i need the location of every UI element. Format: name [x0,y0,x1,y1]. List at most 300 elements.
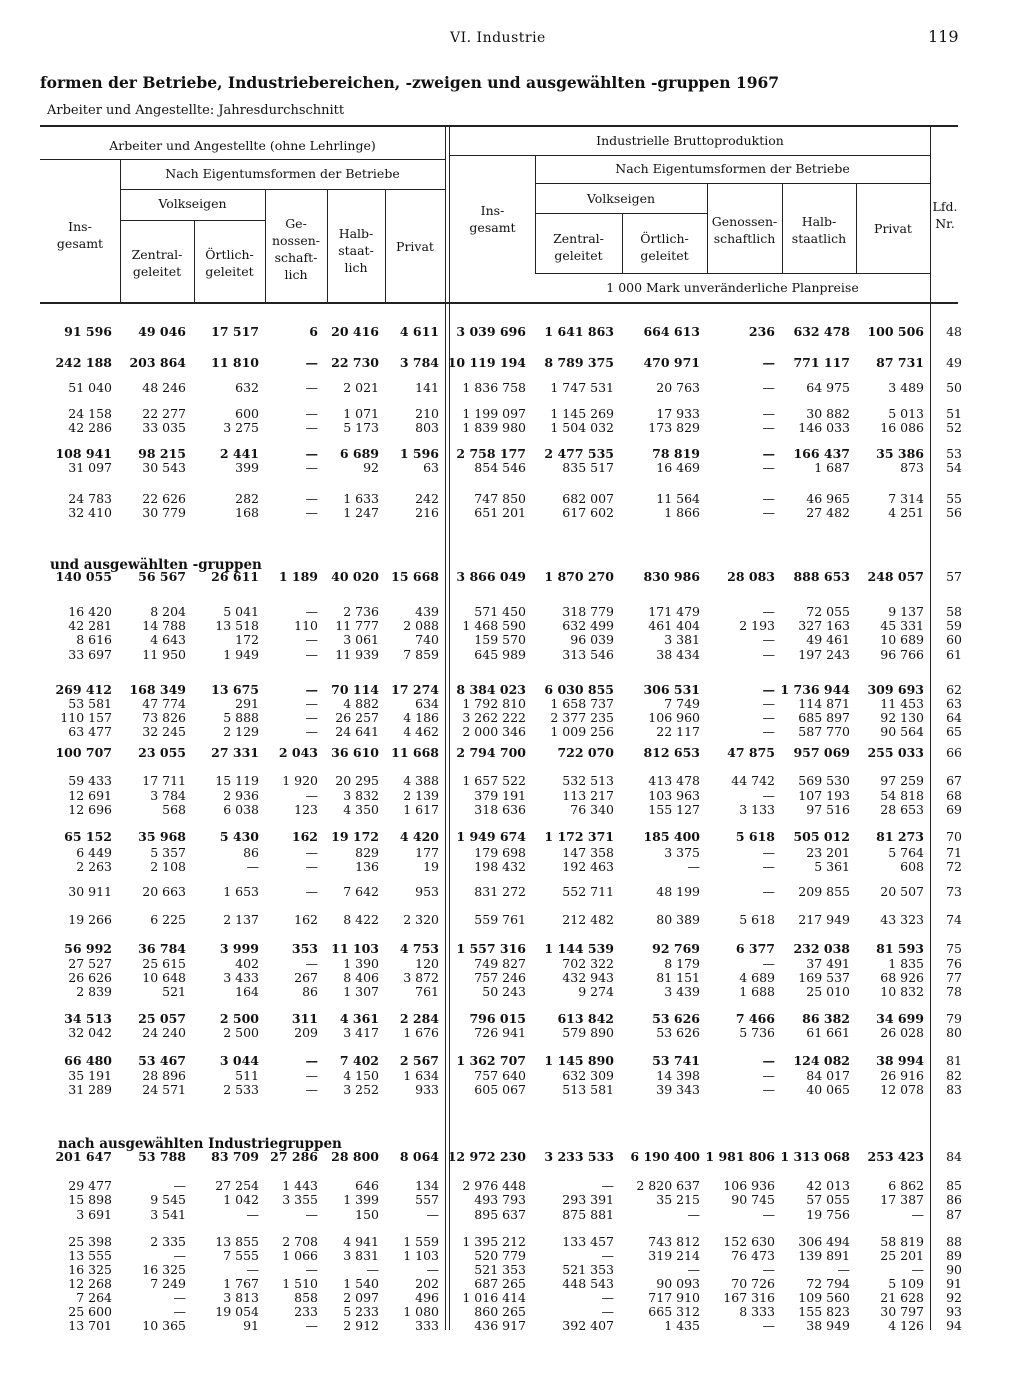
table-cell: 5 357 [150,845,186,860]
table-cell: 64 975 [806,380,850,395]
table-cell: 8 204 [150,604,186,619]
header-unit: 1 000 Mark unveränderliche Planpreise [606,280,859,295]
table-cell: — [305,1207,318,1222]
table-cell: — [246,859,259,874]
table-cell: — [305,845,318,860]
table-cell: — [762,505,775,520]
table-cell: 61 661 [806,1025,850,1040]
table-cell: 7 749 [664,696,700,711]
row-number-cell: 87 [946,1207,962,1222]
table-cell: 63 [423,460,439,475]
table-cell: 90 564 [880,724,924,739]
row-number-cell: 72 [946,859,962,874]
table-cell: 13 518 [215,618,259,633]
table-cell: 313 546 [562,647,614,662]
row-number-cell: 65 [946,724,962,739]
table-cell: 687 265 [474,1276,526,1291]
table-cell: 242 [415,491,439,506]
table-cell: 38 949 [806,1318,850,1333]
table-cell: 7 642 [343,884,379,899]
table-cell: 162 [291,829,318,844]
running-head: VI. Industrie [450,30,546,46]
table-cell: 1 920 [282,773,318,788]
rule-unit [535,273,930,274]
table-cell: — [687,1207,700,1222]
row-number-cell: 80 [946,1025,962,1040]
table-cell: 108 941 [55,446,112,461]
table-cell: — [762,710,775,725]
table-cell: 90 745 [731,1192,775,1207]
table-cell: 232 038 [793,941,850,956]
row-number-cell: 54 [946,460,962,475]
table-cell: 3 999 [219,941,259,956]
table-cell: — [366,1262,379,1277]
header-volkseigen-right: Volkseigen [586,191,656,206]
table-cell: 12 268 [68,1276,112,1291]
table-cell: 436 917 [474,1318,526,1333]
table-cell: 1 443 [282,1178,318,1193]
table-cell: 39 343 [656,1082,700,1097]
table-cell: — [246,1262,259,1277]
table-cell: 37 491 [806,956,850,971]
table-cell: — [305,682,318,697]
table-cell: 134 [415,1178,439,1193]
table-cell: 306 531 [643,682,700,697]
table-cell: 19 054 [215,1304,259,1319]
row-number-cell: 93 [946,1304,962,1319]
table-cell: 493 793 [474,1192,526,1207]
header-insgesamt-left: Ins- gesamt [56,219,104,251]
table-cell: 521 [162,984,186,999]
table-cell: 24 641 [335,724,379,739]
table-cell: 76 473 [731,1248,775,1263]
table-cell: 96 039 [570,632,614,647]
table-cell: 124 082 [793,1053,850,1068]
table-cell: 646 [355,1178,379,1193]
table-cell: 5 109 [888,1276,924,1291]
header-left-group: Arbeiter und Angestellte (ohne Lehrlinge) [109,138,376,153]
row-number-cell: 50 [946,380,962,395]
table-cell: 702 322 [562,956,614,971]
table-cell: 812 653 [643,745,700,760]
table-cell: — [762,788,775,803]
table-cell: 72 055 [806,604,850,619]
table-cell: — [762,406,775,421]
table-cell: 569 530 [798,773,850,788]
table-cell: 5 736 [739,1025,775,1040]
row-number-cell: 58 [946,604,962,619]
table-cell: — [762,446,775,461]
table-cell: — [762,859,775,874]
table-cell: 27 286 [270,1149,318,1164]
table-cell: — [305,696,318,711]
table-cell: 858 [294,1290,318,1305]
table-cell: 5 013 [888,406,924,421]
table-cell: 7 402 [339,1053,379,1068]
table-cell: 140 055 [55,569,112,584]
row-number-cell: 67 [946,773,962,788]
table-cell: 293 391 [562,1192,614,1207]
table-cell: — [305,724,318,739]
table-cell: 771 117 [793,355,850,370]
row-number-cell: 71 [946,845,962,860]
table-cell: 19 [423,859,439,874]
page-subtitle: Arbeiter und Angestellte: Jahresdurchschnitt [47,103,345,118]
table-cell: 2 137 [223,912,259,927]
table-cell: 210 [415,406,439,421]
table-cell: 86 [243,845,259,860]
table-cell: 22 730 [331,355,379,370]
table-cell: 146 033 [798,420,850,435]
table-cell: 1 559 [403,1234,439,1249]
table-cell: 30 911 [68,884,112,899]
table-cell: 2 936 [223,788,259,803]
table-cell: 152 630 [723,1234,775,1249]
table-cell: 2 108 [150,859,186,874]
table-cell: 19 266 [68,912,112,927]
table-cell: 1 747 531 [550,380,614,395]
table-cell: 717 910 [648,1290,700,1305]
table-cell: — [246,1207,259,1222]
table-cell: 27 482 [806,505,850,520]
table-cell: 1 145 890 [544,1053,614,1068]
table-cell: 155 823 [798,1304,850,1319]
table-cell: 757 640 [474,1068,526,1083]
table-cell: 3 061 [343,632,379,647]
table-cell: 103 963 [648,788,700,803]
table-cell: 306 494 [798,1234,850,1249]
table-cell: 255 033 [867,745,924,760]
table-cell: 399 [235,460,259,475]
table-cell: 1 596 [399,446,439,461]
table-cell: 16 469 [656,460,700,475]
table-cell: 829 [355,845,379,860]
table-cell: 1 390 [343,956,379,971]
table-cell: 600 [235,406,259,421]
table-cell: 97 259 [880,773,924,788]
row-number-cell: 55 [946,491,962,506]
table-cell: 8 422 [343,912,379,927]
rule-right-group [450,155,930,156]
table-cell: 29 477 [68,1178,112,1193]
table-cell: 81 151 [656,970,700,985]
table-cell: 1 103 [403,1248,439,1263]
row-number-cell: 56 [946,505,962,520]
table-cell: 8 179 [664,956,700,971]
table-cell: 91 [243,1318,259,1333]
table-cell: 933 [415,1082,439,1097]
table-cell: 3 039 696 [456,324,526,339]
row-number-cell: 76 [946,956,962,971]
row-number-cell: 90 [946,1262,962,1277]
table-cell: 20 507 [880,884,924,899]
table-cell: 1 634 [403,1068,439,1083]
table-cell: — [687,859,700,874]
table-cell: 27 527 [68,956,112,971]
table-cell: 38 994 [876,1053,924,1068]
table-cell: 150 [355,1207,379,1222]
table-cell: 100 506 [867,324,924,339]
table-cell: — [762,460,775,475]
table-cell: 505 012 [793,829,850,844]
section-label: nach ausgewählten Industriegruppen [58,1136,342,1152]
table-cell: 70 726 [731,1276,775,1291]
table-cell: 84 017 [806,1068,850,1083]
table-cell: 3 262 222 [462,710,526,725]
table-cell: 202 [415,1276,439,1291]
table-cell: 24 783 [68,491,112,506]
vrule-lfd [930,125,931,1330]
table-cell: — [305,420,318,435]
row-number-cell: 89 [946,1248,962,1263]
table-cell: 532 513 [562,773,614,788]
table-cell: 43 323 [880,912,924,927]
table-cell: 20 295 [335,773,379,788]
table-cell: 379 191 [474,788,526,803]
table-cell: 282 [235,491,259,506]
table-cell: 32 410 [68,505,112,520]
table-cell: 587 770 [798,724,850,739]
table-cell: — [173,1290,186,1305]
table-cell: 16 420 [68,604,112,619]
table-cell: 26 028 [880,1025,924,1040]
table-cell: 179 698 [474,845,526,860]
table-cell: 14 788 [142,618,186,633]
table-cell: 20 763 [656,380,700,395]
table-cell: 106 960 [648,710,700,725]
table-cell: 16 086 [880,420,924,435]
table-cell: 114 871 [798,696,850,711]
table-cell: 2 320 [403,912,439,927]
row-number-cell: 66 [946,745,962,760]
table-cell: 520 779 [474,1248,526,1263]
row-number-cell: 91 [946,1276,962,1291]
table-cell: — [305,647,318,662]
table-cell: 57 055 [806,1192,850,1207]
table-cell: 6 038 [223,802,259,817]
table-cell: 2 477 535 [544,446,614,461]
table-cell: 10 689 [880,632,924,647]
table-cell: 87 731 [876,355,924,370]
table-cell: 47 875 [727,745,775,760]
table-cell: 8 384 023 [456,682,526,697]
table-cell: 875 881 [562,1207,614,1222]
table-cell: 448 543 [562,1276,614,1291]
table-cell: 5 233 [343,1304,379,1319]
table-cell: — [687,1262,700,1277]
table-cell: 12 078 [880,1082,924,1097]
table-cell: 50 243 [482,984,526,999]
table-cell: 83 709 [211,1149,259,1164]
table-cell: 13 675 [211,682,259,697]
table-cell: 651 201 [474,505,526,520]
table-cell: — [762,604,775,619]
header-oertlich-right: Örtlich- geleitet [640,231,689,263]
table-cell: 291 [235,696,259,711]
table-cell: 2 912 [343,1318,379,1333]
table-cell: 47 774 [142,696,186,711]
table-cell: 13 701 [68,1318,112,1333]
table-cell: 53 467 [138,1053,186,1068]
table-cell: 159 570 [474,632,526,647]
table-cell: 30 882 [806,406,850,421]
table-cell: 5 764 [888,845,924,860]
table-cell: 23 055 [138,745,186,760]
table-cell: 1 870 270 [544,569,614,584]
table-cell: 439 [415,604,439,619]
table-cell: 2 500 [219,1011,259,1026]
table-cell: 3 233 533 [544,1149,614,1164]
header-eigentum-right: Nach Eigentumsformen der Betriebe [615,161,850,176]
table-cell: 3 417 [343,1025,379,1040]
table-cell: 25 057 [138,1011,186,1026]
table-cell: — [762,491,775,506]
table-cell: 1 071 [343,406,379,421]
table-cell: 8 064 [399,1149,439,1164]
table-cell: 665 312 [648,1304,700,1319]
table-cell: — [426,1207,439,1222]
table-cell: 664 613 [643,324,700,339]
table-cell: 168 349 [129,682,186,697]
table-cell: 557 [415,1192,439,1207]
table-cell: 830 986 [643,569,700,584]
table-cell: — [305,406,318,421]
table-cell: 34 513 [64,1011,112,1026]
row-number-cell: 69 [946,802,962,817]
row-number-cell: 48 [946,324,962,339]
table-cell: — [601,1290,614,1305]
header-zentral-right: Zentral- geleitet [553,231,604,263]
table-cell: 13 555 [68,1248,112,1263]
table-cell: 139 891 [798,1248,850,1263]
table-cell: — [305,505,318,520]
table-cell: 4 150 [343,1068,379,1083]
table-cell: — [762,1318,775,1333]
table-cell: 9 137 [888,604,924,619]
header-volkseigen-left: Volkseigen [158,196,227,211]
table-cell: 895 637 [474,1207,526,1222]
table-cell: — [762,884,775,899]
table-cell: 253 423 [867,1149,924,1164]
table-cell: 113 217 [562,788,614,803]
table-cell: 2 758 177 [456,446,526,461]
table-cell: 63 477 [68,724,112,739]
table-cell: 3 691 [76,1207,112,1222]
table-cell: 147 358 [562,845,614,860]
table-cell: 48 246 [142,380,186,395]
table-cell: 3 489 [888,380,924,395]
table-cell: 9 545 [150,1192,186,1207]
table-cell: 3 355 [282,1192,318,1207]
table-cell: 1 658 737 [550,696,614,711]
table-cell: 2 533 [223,1082,259,1097]
table-cell: 36 784 [138,941,186,956]
table-cell: 164 [235,984,259,999]
table-cell: 513 581 [562,1082,614,1097]
table-cell: 216 [415,505,439,520]
table-cell: 19 172 [331,829,379,844]
table-cell: 319 214 [648,1248,700,1263]
header-right-group: Industrielle Bruttoproduktion [596,133,784,148]
table-cell: 212 482 [562,912,614,927]
table-cell: 171 479 [648,604,700,619]
table-cell: 1 144 539 [544,941,614,956]
table-cell: 28 896 [142,1068,186,1083]
table-cell: 571 450 [474,604,526,619]
table-cell: — [601,1178,614,1193]
table-cell: 35 386 [876,446,924,461]
table-cell: 51 040 [68,380,112,395]
table-cell: 4 388 [403,773,439,788]
table-cell: 613 842 [557,1011,614,1026]
table-cell: 12 696 [68,802,112,817]
table-cell: 35 968 [138,829,186,844]
table-cell: 2 839 [76,984,112,999]
table-cell: 109 560 [798,1290,850,1305]
table-cell: 796 015 [469,1011,526,1026]
table-cell: 888 653 [793,569,850,584]
table-cell: 92 [363,460,379,475]
table-cell: 24 240 [142,1025,186,1040]
table-cell: 17 933 [656,406,700,421]
table-cell: 11 564 [656,491,700,506]
table-cell: 11 810 [211,355,259,370]
table-cell: 2 097 [343,1290,379,1305]
table-cell: 54 818 [880,788,924,803]
table-cell: 3 439 [664,984,700,999]
table-cell: 80 389 [656,912,700,927]
table-cell: 682 007 [562,491,614,506]
table-cell: 3 784 [399,355,439,370]
table-cell: 24 158 [68,406,112,421]
rule-right-eigentum [535,183,930,184]
table-cell: 40 065 [806,1082,850,1097]
table-cell: — [305,956,318,971]
table-cell: 632 [235,380,259,395]
table-cell: — [305,859,318,874]
row-number-cell: 51 [946,406,962,421]
table-cell: 120 [415,956,439,971]
table-cell: 1 362 707 [456,1053,526,1068]
row-number-cell: 94 [946,1318,962,1333]
table-cell: 1 687 [814,460,850,475]
table-cell: 1 641 863 [544,324,614,339]
table-cell: 1 653 [223,884,259,899]
table-cell: 11 103 [331,941,379,956]
table-cell: 761 [415,984,439,999]
table-cell: 7 466 [735,1011,775,1026]
table-cell: 53 626 [656,1025,700,1040]
table-cell: — [173,1304,186,1319]
table-cell: 28 800 [331,1149,379,1164]
table-cell: 605 067 [474,1082,526,1097]
table-cell: 743 812 [648,1234,700,1249]
table-cell: 90 093 [656,1276,700,1291]
row-number-cell: 88 [946,1234,962,1249]
row-number-cell: 79 [946,1011,962,1026]
table-cell: — [911,1262,924,1277]
table-cell: 185 400 [643,829,700,844]
table-cell: 1 633 [343,491,379,506]
header-genossen-left: Ge- nossen- schaft- lich [271,216,321,282]
table-cell: 1 504 032 [550,420,614,435]
table-cell: 42 281 [68,618,112,633]
table-cell: 1 145 269 [550,406,614,421]
table-cell: 392 407 [562,1318,614,1333]
table-cell: 22 277 [142,406,186,421]
row-number-cell: 62 [946,682,962,697]
page-title: formen der Betriebe, Industriebereichen, -zweigen und ausgewählten -gruppen 1967 [40,73,780,92]
